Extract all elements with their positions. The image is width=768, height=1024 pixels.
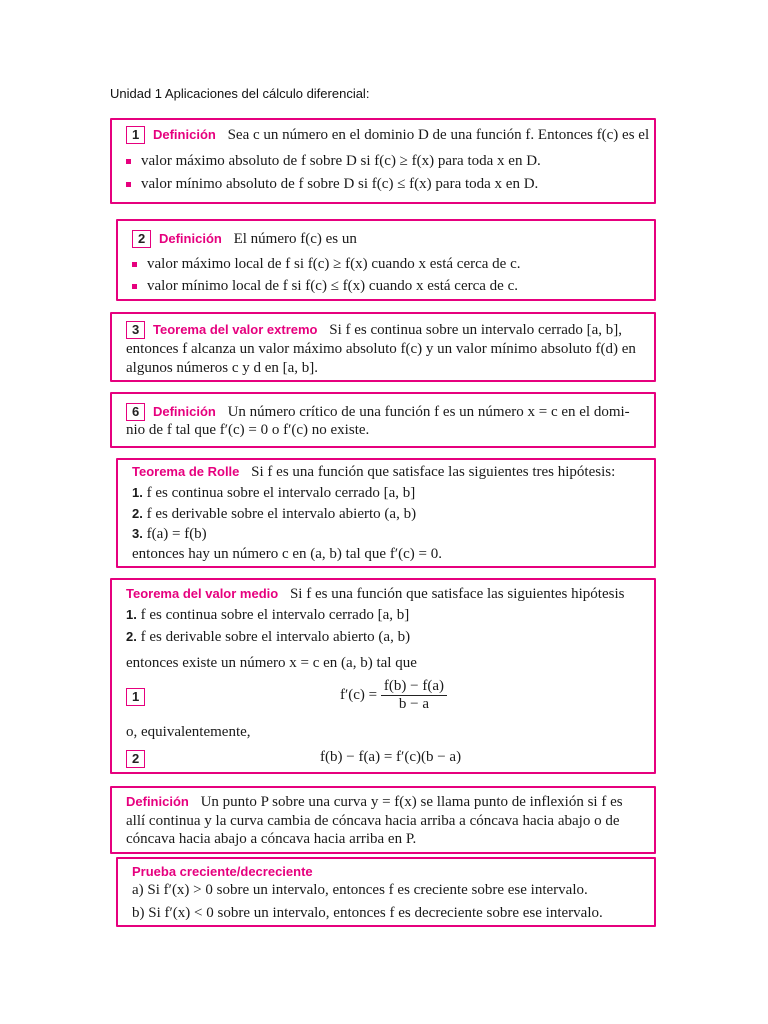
equation-number-2	[126, 750, 149, 768]
theorem-heading: Teorema del valor extremo	[152, 322, 318, 337]
bullet-icon	[132, 284, 137, 289]
item-number: 2.	[132, 506, 143, 521]
item-number: 1.	[126, 607, 137, 622]
definition-line: cóncava hacia abajo a cóncava hacia arriba en P.	[126, 831, 417, 847]
bullet-icon	[126, 182, 131, 187]
definition-line: nio de f tal que f′(c) = 0 o f′(c) no existe.	[126, 422, 370, 438]
bullet-text: valor mínimo absoluto de f sobre D si f(c) ≤ f(x) para toda x en D.	[141, 176, 539, 192]
theorem-heading: Teorema de Rolle	[132, 464, 240, 479]
bullet-text: valor máximo absoluto de f sobre D si f(c) ≥ f(x) para toda x en D.	[141, 153, 541, 169]
definition-number: 2	[132, 230, 151, 248]
theorem-line	[126, 321, 622, 339]
equation-number: 1	[126, 688, 145, 706]
definition-line: allí continua y la curva cambia de cóncava hacia arriba a cóncava hacia abajo o de	[126, 813, 620, 829]
item-text: f es derivable sobre el intervalo abierto (a, b)	[140, 629, 411, 645]
definition-number: 6	[126, 403, 145, 421]
list-item	[132, 526, 207, 543]
test-title: Prueba creciente/decreciente	[132, 864, 313, 879]
list-item	[126, 607, 409, 624]
equation-2: f(b) − f(a) = f′(c)(b − a)	[320, 749, 462, 765]
theorem-text: Si f es continua sobre un intervalo cerrado [a, b],	[329, 322, 623, 338]
equation-number: 2	[126, 750, 145, 768]
list-item	[132, 485, 415, 502]
list-item: b) Si f′(x) < 0 sobre un intervalo, entonces f es decreciente sobre ese intervalo.	[132, 905, 603, 921]
item-text: f es derivable sobre el intervalo abierto (a, b)	[146, 506, 417, 522]
definition-text: Un número crítico de una función f es un número x = c en el domi-	[227, 404, 630, 420]
theorem-text: Si f es una función que satisface las siguientes hipótesis	[289, 586, 625, 602]
page-title: Unidad 1 Aplicaciones del cálculo diferencial:	[110, 86, 370, 101]
theorem-line	[132, 464, 615, 481]
increasing-decreasing-test-box	[116, 857, 656, 927]
theorem-line: algunos números c y d en [a, b].	[126, 360, 319, 376]
definition-heading: Definición	[126, 794, 189, 809]
definition-heading: Definición	[152, 127, 216, 142]
list-item	[126, 176, 538, 193]
theorem-number: 3	[126, 321, 145, 339]
bullet-icon	[126, 159, 131, 164]
fraction-numerator: f(b) − f(a)	[381, 678, 447, 696]
list-item	[126, 629, 410, 646]
list-item	[126, 153, 541, 170]
theorem-line: entonces f alcanza un valor máximo absoluto f(c) y un valor mínimo absoluto f(d) en	[126, 341, 636, 357]
fraction-denominator: b − a	[398, 696, 429, 712]
definition-text: Sea c un número en el dominio D de una función f. Entonces f(c) es el	[227, 127, 650, 143]
bullet-icon	[132, 262, 137, 267]
definition-heading: Definición	[158, 231, 222, 246]
definition-line	[126, 794, 623, 811]
item-number: 3.	[132, 526, 143, 541]
list-item	[132, 506, 416, 523]
item-text: f(a) = f(b)	[146, 526, 207, 542]
item-number: 1.	[132, 485, 143, 500]
theorem-extreme-value-box	[110, 312, 656, 382]
equation-number-1	[126, 688, 149, 706]
definition-line	[126, 403, 630, 421]
equation-1	[340, 678, 447, 713]
mean-value-theorem-box	[110, 578, 656, 774]
list-item	[132, 256, 520, 273]
definition-6-box	[110, 392, 656, 448]
definition-1-intro	[126, 126, 649, 144]
bullet-text: valor mínimo local de f si f(c) ≤ f(x) cuando x está cerca de c.	[147, 278, 518, 294]
definition-text: Un punto P sobre una curva y = f(x) se llama punto de inflexión si f es	[200, 794, 623, 810]
bullet-text: valor máximo local de f si f(c) ≥ f(x) cuando x está cerca de c.	[147, 256, 521, 272]
equation-lhs: f′(c) =	[340, 687, 378, 703]
item-number: 2.	[126, 629, 137, 644]
theorem-line: o, equivalentemente,	[126, 724, 251, 740]
fraction	[381, 678, 447, 713]
definition-heading: Definición	[152, 404, 216, 419]
test-heading	[132, 864, 321, 881]
definition-2-box	[116, 219, 656, 301]
theorem-heading: Teorema del valor medio	[126, 586, 279, 601]
definition-1-box	[110, 118, 656, 204]
definition-2-intro	[132, 230, 357, 248]
theorem-text: Si f es una función que satisface las siguientes tres hipótesis:	[251, 464, 616, 480]
theorem-line: entonces hay un número c en (a, b) tal que f′(c) = 0.	[132, 546, 442, 562]
definition-number: 1	[126, 126, 145, 144]
definition-text: El número f(c) es un	[233, 231, 357, 247]
theorem-line	[126, 586, 624, 603]
item-text: f es continua sobre el intervalo cerrado [a, b]	[140, 607, 410, 623]
theorem-line: entonces existe un número x = c en (a, b) tal que	[126, 655, 417, 671]
item-text: f es continua sobre el intervalo cerrado [a, b]	[146, 485, 416, 501]
inflection-definition-box	[110, 786, 656, 854]
list-item: a) Si f′(x) > 0 sobre un intervalo, entonces f es creciente sobre ese intervalo.	[132, 882, 588, 898]
rolle-theorem-box	[116, 458, 656, 568]
list-item	[132, 278, 518, 295]
